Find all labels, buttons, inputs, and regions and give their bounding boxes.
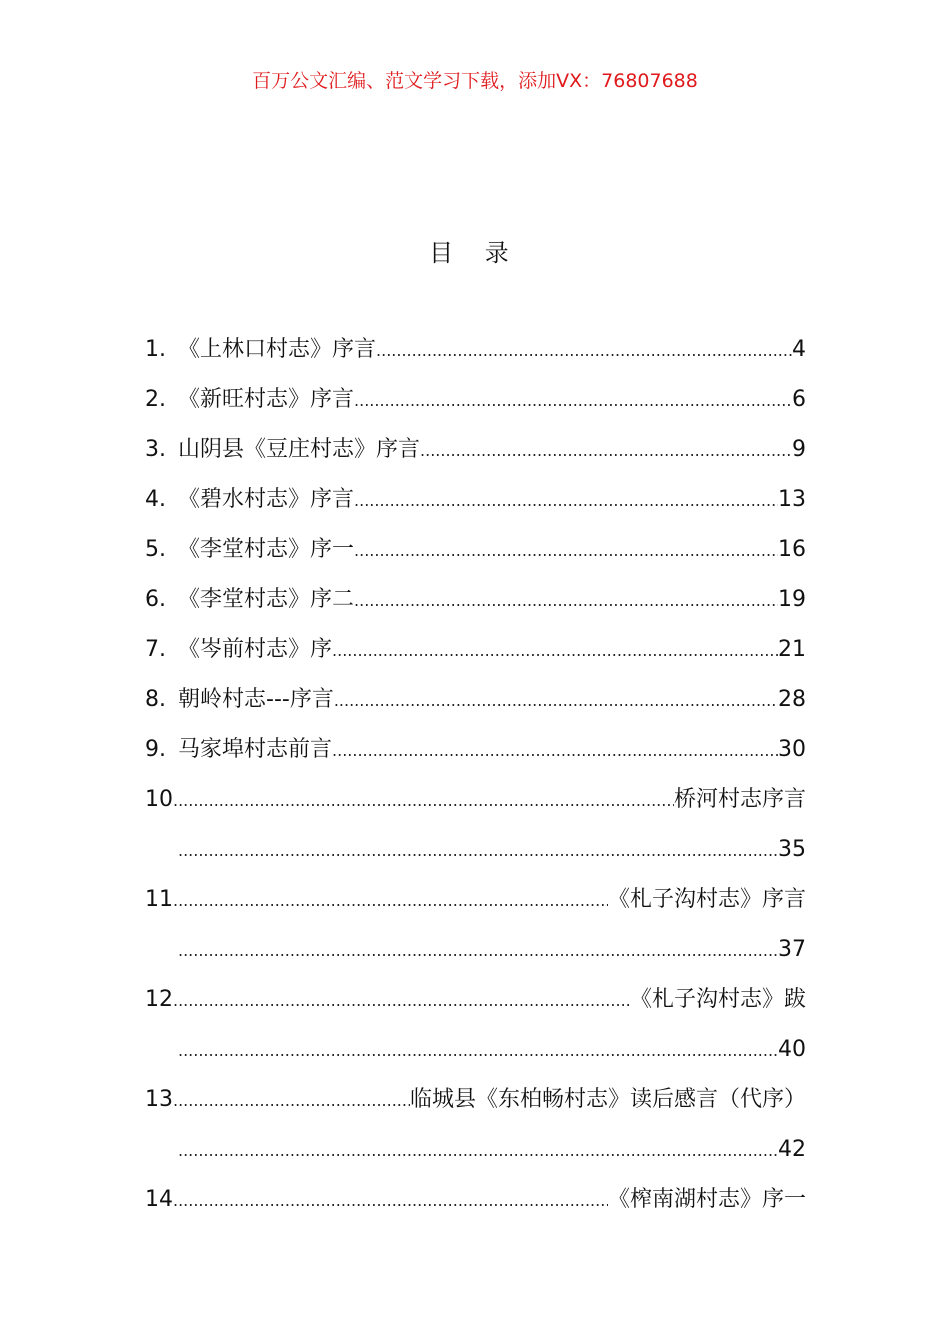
toc-leader: [334, 676, 778, 725]
toc-leader: [354, 576, 778, 625]
toc-title: 马家埠村志前言: [178, 737, 333, 762]
toc-number: 4.: [145, 487, 166, 512]
toc-title: 《上林口村志》序言: [178, 337, 377, 362]
toc-title: 《榨南湖村志》序一: [607, 1187, 806, 1212]
toc-page: 28: [778, 687, 806, 712]
toc-title: 朝岭村志---序言: [178, 687, 334, 712]
toc-number: 5.: [145, 537, 166, 562]
toc-leader: [173, 1076, 410, 1125]
toc-number: 11: [145, 887, 173, 912]
toc-leader: [178, 826, 778, 875]
toc-leader: [354, 526, 778, 575]
toc-number: 3.: [145, 437, 166, 462]
page-title: 目 录: [429, 239, 521, 267]
toc-title: 《李堂村志》序一: [178, 537, 355, 562]
toc-entry[interactable]: [145, 625, 806, 675]
toc-entry-continuation[interactable]: [145, 1025, 806, 1075]
toc-page: 9: [792, 437, 806, 462]
toc-number: 14: [145, 1187, 173, 1212]
toc-title: 《新旺村志》序言: [178, 387, 355, 412]
toc-leader: [420, 426, 792, 475]
table-of-contents: [145, 325, 806, 1225]
toc-leader: [332, 626, 778, 675]
toc-page: 6: [792, 387, 806, 412]
toc-entry[interactable]: [145, 975, 806, 1025]
toc-entry-continuation[interactable]: [145, 825, 806, 875]
toc-number: 8.: [145, 687, 166, 712]
toc-page: 4: [792, 337, 806, 362]
toc-page: 35: [778, 837, 806, 862]
toc-page: 13: [778, 487, 806, 512]
toc-number: 2.: [145, 387, 166, 412]
toc-title: 《碧水村志》序言: [178, 487, 355, 512]
toc-entry-continuation[interactable]: [145, 925, 806, 975]
toc-title: 《札子沟村志》序言: [607, 887, 806, 912]
toc-entry[interactable]: [145, 1175, 806, 1225]
toc-entry[interactable]: [145, 725, 806, 775]
toc-title: 《札子沟村志》跋: [629, 987, 806, 1012]
toc-entry[interactable]: [145, 325, 806, 375]
toc-title: 《岑前村志》序: [178, 637, 333, 662]
toc-number: 12: [145, 987, 173, 1012]
toc-entry[interactable]: [145, 425, 806, 475]
toc-entry[interactable]: [145, 575, 806, 625]
toc-leader: [354, 476, 778, 525]
toc-leader: [178, 926, 778, 975]
toc-title: 桥河村志序言: [673, 787, 806, 812]
toc-leader: [178, 1126, 778, 1175]
toc-number: 13: [145, 1087, 173, 1112]
toc-page: 21: [778, 637, 806, 662]
toc-number: 1.: [145, 337, 166, 362]
toc-number: 10: [145, 787, 173, 812]
toc-page: 37: [778, 937, 806, 962]
toc-page: 19: [778, 587, 806, 612]
toc-leader: [354, 376, 792, 425]
toc-number: 9.: [145, 737, 166, 762]
toc-page: 40: [778, 1037, 806, 1062]
toc-page: 16: [778, 537, 806, 562]
header-banner: 百万公文汇编、范文学习下载，添加VX：76807688: [252, 70, 698, 92]
toc-leader: [173, 876, 608, 925]
toc-leader: [178, 1026, 778, 1075]
toc-number: 7.: [145, 637, 166, 662]
toc-leader: [173, 776, 674, 825]
toc-number: 6.: [145, 587, 166, 612]
toc-title: 《李堂村志》序二: [178, 587, 355, 612]
toc-leader: [376, 326, 792, 375]
toc-entry-continuation[interactable]: [145, 1125, 806, 1175]
toc-leader: [332, 726, 778, 775]
toc-entry[interactable]: [145, 525, 806, 575]
toc-leader: [173, 1176, 608, 1225]
toc-entry[interactable]: [145, 1075, 806, 1125]
toc-entry[interactable]: [145, 675, 806, 725]
toc-title: 临城县《东柏畅村志》读后感言（代序）: [409, 1087, 806, 1112]
toc-page: 42: [778, 1137, 806, 1162]
toc-title: 山阴县《豆庄村志》序言: [178, 437, 421, 462]
toc-entry[interactable]: [145, 775, 806, 825]
toc-entry[interactable]: [145, 375, 806, 425]
toc-leader: [173, 976, 630, 1025]
toc-entry[interactable]: [145, 875, 806, 925]
toc-entry[interactable]: [145, 475, 806, 525]
toc-page: 30: [778, 737, 806, 762]
